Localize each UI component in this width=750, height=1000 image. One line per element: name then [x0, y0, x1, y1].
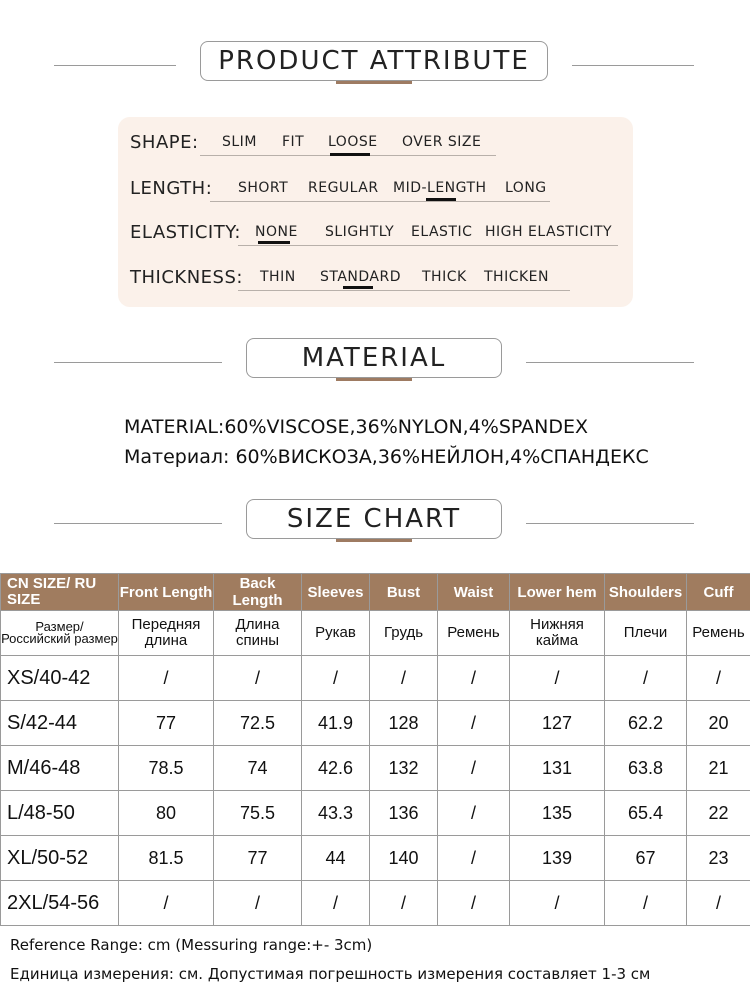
table-cell: 77	[119, 701, 214, 746]
table-header-cell: Нижняя кайма	[510, 611, 605, 656]
material-en	[124, 416, 588, 438]
table-cell: /	[370, 881, 438, 926]
table-cell: 42.6	[302, 746, 370, 791]
table-cell: 81.5	[119, 836, 214, 881]
table-header-cell: CN SIZE/ RU SIZE	[1, 574, 119, 611]
selected-marker	[343, 286, 373, 289]
table-cell: 21	[687, 746, 750, 791]
size-cell: L/48-50	[1, 791, 119, 836]
table-cell: 78.5	[119, 746, 214, 791]
table-cell: /	[605, 881, 687, 926]
table-cell: 67	[605, 836, 687, 881]
attribute-option: SHORT	[238, 180, 289, 196]
attribute-option: THICK	[422, 269, 467, 285]
table-cell: /	[119, 881, 214, 926]
attribute-row-thickness	[130, 267, 575, 291]
section-title: MATERIAL	[246, 338, 502, 378]
size-table	[0, 573, 750, 926]
table-header-cell: Рукав	[302, 611, 370, 656]
divider-line	[54, 65, 176, 66]
table-cell: 20	[687, 701, 750, 746]
attribute-rule	[238, 245, 618, 246]
product-attribute-heading	[0, 41, 750, 91]
table-header-cell: Lower hem	[510, 574, 605, 611]
divider-line	[54, 523, 222, 524]
table-header-row	[1, 574, 750, 611]
table-cell: 128	[370, 701, 438, 746]
size-cell: XL/50-52	[1, 836, 119, 881]
table-header-cell: Front Length	[119, 574, 214, 611]
section-title: SIZE CHART	[246, 499, 502, 539]
material-value: 60%ВИСКОЗА,36%НЕЙЛОН,4%СПАНДЕКС	[235, 446, 649, 468]
table-row	[1, 881, 750, 926]
table-cell: 74	[214, 746, 302, 791]
table-cell: 139	[510, 836, 605, 881]
table-cell: /	[510, 656, 605, 701]
table-row	[1, 701, 750, 746]
attribute-row-shape	[130, 132, 500, 156]
title-accent	[336, 378, 412, 381]
size-cell: XS/40-42	[1, 656, 119, 701]
table-row	[1, 746, 750, 791]
table-cell: 22	[687, 791, 750, 836]
divider-line	[572, 65, 694, 66]
table-header-cell: Shoulders	[605, 574, 687, 611]
attribute-option: ELASTIC	[411, 224, 473, 240]
material-ru	[124, 446, 649, 468]
table-cell: 135	[510, 791, 605, 836]
attribute-option: LONG	[505, 180, 547, 196]
table-cell: 77	[214, 836, 302, 881]
table-header-cell: Back Length	[214, 574, 302, 611]
material-heading	[0, 338, 750, 388]
table-cell: /	[438, 836, 510, 881]
table-header-row-ru	[1, 611, 750, 656]
attribute-label: ELASTICITY:	[130, 222, 241, 243]
table-cell: 140	[370, 836, 438, 881]
attribute-option: SLIGHTLY	[325, 224, 395, 240]
attribute-option: HIGH ELASTICITY	[485, 224, 613, 240]
attribute-option-selected: LOOSE	[328, 134, 378, 150]
size-cell: 2XL/54-56	[1, 881, 119, 926]
attribute-label: THICKNESS:	[130, 267, 243, 288]
reference-range-note: Reference Range: cm (Messuring range:+- 3cm)	[10, 936, 373, 954]
table-cell: 63.8	[605, 746, 687, 791]
table-cell: 44	[302, 836, 370, 881]
attribute-label: LENGTH:	[130, 178, 213, 199]
table-cell: /	[687, 881, 750, 926]
table-cell: /	[438, 701, 510, 746]
table-cell: /	[510, 881, 605, 926]
table-cell: 62.2	[605, 701, 687, 746]
table-cell: /	[302, 881, 370, 926]
table-header-cell: Ремень	[687, 611, 750, 656]
table-header-cell: Sleeves	[302, 574, 370, 611]
attribute-label: SHAPE:	[130, 132, 199, 153]
table-cell: /	[438, 746, 510, 791]
attribute-rule	[238, 290, 570, 291]
selected-marker	[330, 153, 370, 156]
attribute-option-selected: STANDARD	[320, 269, 402, 285]
table-cell: 65.4	[605, 791, 687, 836]
table-row	[1, 791, 750, 836]
table-cell: /	[438, 881, 510, 926]
table-row	[1, 656, 750, 701]
table-cell: 43.3	[302, 791, 370, 836]
title-accent	[336, 81, 412, 84]
selected-marker	[258, 241, 290, 244]
material-label: Материал:	[124, 446, 230, 468]
attribute-rule	[210, 201, 550, 202]
table-cell: 72.5	[214, 701, 302, 746]
table-header-cell: Ремень	[438, 611, 510, 656]
attribute-option-selected: MID-LENGTH	[393, 180, 487, 196]
table-cell: /	[605, 656, 687, 701]
size-cell: M/46-48	[1, 746, 119, 791]
table-header-cell: Размер/ Российский размер	[1, 611, 119, 656]
attribute-option: THIN	[260, 269, 296, 285]
table-header-cell: Плечи	[605, 611, 687, 656]
attribute-option: OVER SIZE	[402, 134, 482, 150]
divider-line	[526, 523, 694, 524]
table-cell: 127	[510, 701, 605, 746]
table-cell: /	[370, 656, 438, 701]
size-cell: S/42-44	[1, 701, 119, 746]
attribute-option-selected: NONE	[255, 224, 298, 240]
table-cell: /	[214, 881, 302, 926]
attribute-option: THICKEN	[484, 269, 549, 285]
table-header-cell: Передняя длина	[119, 611, 214, 656]
table-cell: 80	[119, 791, 214, 836]
table-cell: /	[302, 656, 370, 701]
table-header-cell: Waist	[438, 574, 510, 611]
table-cell: /	[438, 656, 510, 701]
table-cell: /	[119, 656, 214, 701]
table-cell: 41.9	[302, 701, 370, 746]
attribute-option: FIT	[282, 134, 305, 150]
divider-line	[526, 362, 694, 363]
size-chart-heading	[0, 499, 750, 549]
material-value: 60%VISCOSE,36%NYLON,4%SPANDEX	[224, 416, 589, 438]
section-title: PRODUCT ATTRIBUTE	[200, 41, 548, 81]
attribute-row-elasticity	[130, 222, 620, 246]
table-cell: /	[687, 656, 750, 701]
table-row	[1, 836, 750, 881]
attribute-option: SLIM	[222, 134, 257, 150]
material-label: MATERIAL:	[124, 416, 225, 438]
table-cell: 131	[510, 746, 605, 791]
table-cell: 132	[370, 746, 438, 791]
divider-line	[54, 362, 222, 363]
table-header-cell: Грудь	[370, 611, 438, 656]
table-cell: 136	[370, 791, 438, 836]
attribute-option: REGULAR	[308, 180, 379, 196]
table-cell: 75.5	[214, 791, 302, 836]
selected-marker	[426, 198, 456, 201]
reference-range-note-ru: Единица измерения: см. Допустимая погрешность измерения составляет 1-3 см	[10, 965, 651, 983]
title-accent	[336, 539, 412, 542]
table-cell: /	[438, 791, 510, 836]
table-cell: 23	[687, 836, 750, 881]
attribute-row-length	[130, 178, 560, 202]
table-header-cell: Cuff	[687, 574, 750, 611]
table-header-cell: Bust	[370, 574, 438, 611]
table-header-cell: Длина спины	[214, 611, 302, 656]
table-cell: /	[214, 656, 302, 701]
